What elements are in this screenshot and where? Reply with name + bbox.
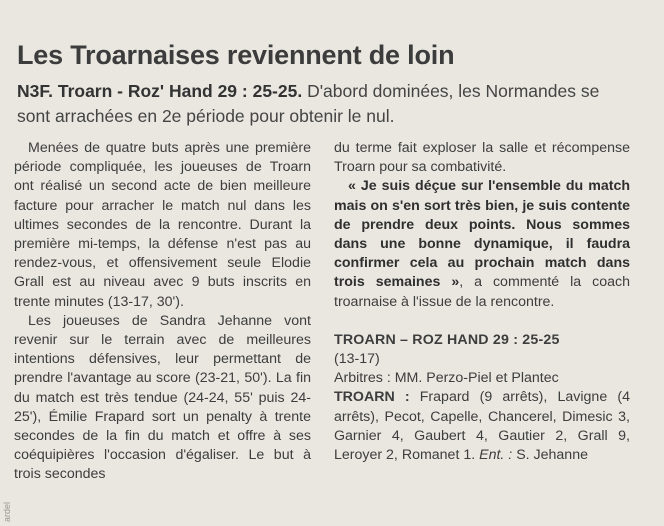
paragraph-continuation: du terme fait exploser la salle et récompense Troarn pour sa combativité. xyxy=(334,140,630,176)
roster-list: Frapard (9 arrêts), Lavigne (4 arrêts), Pecot, Capelle, Chancerel, Dimesic 3, Garnier 4, Gaubert 4, Gautier 2, Grall 9, Leroyer 2, Romanet 1. xyxy=(334,389,630,464)
margin-credit: ardel xyxy=(2,501,12,522)
coach-label: Ent. : xyxy=(479,447,513,464)
coach-quote-attribution: , a commenté la coach troarnaise à l'issue de la rencontre. xyxy=(334,274,630,310)
article-column-left xyxy=(14,139,311,485)
adjacent-article-bleed xyxy=(0,0,664,42)
coach-quote: « Je suis déçue sur l'ensemble du match mais on s'en sort très bien, je suis contente de prendre deux points. Nous sommes dans une bonne dynamique, il faudra confirmer cela au prochain match dans trois semaines » xyxy=(334,178,630,291)
halftime-score: (13-17) xyxy=(334,351,380,368)
coach-name: S. Jehanne xyxy=(512,447,588,464)
coach-quote-paragraph xyxy=(334,177,630,311)
article-lead xyxy=(17,79,607,129)
article-headline: Les Troarnaises reviennent de loin xyxy=(17,40,455,70)
team-roster xyxy=(334,388,630,465)
score-heading: TROARN – ROZ HAND 29 : 25-25 xyxy=(334,331,560,348)
lead-match-result: N3F. Troarn - Roz' Hand 29 : 25-25. xyxy=(17,81,303,101)
lead-summary: D'abord dominées, les Normandes se sont arrachées en 2e période pour obtenir le nul. xyxy=(17,81,600,126)
paragraph-second-half: Les joueuses de Sandra Jehanne vont revenir sur le terrain avec de meilleures intentions défensives, leur permettant de prendre l'avantage au score (23-21, 50'). La fin du match est très tendue (24-24, 55' puis 24-25'), Émilie Frapard sort un penalty à trente secondes de la fin du match et offre à ses coéquipières l'occasion d'égaliser. Le but à trois secondes xyxy=(14,312,311,483)
article-column-right xyxy=(334,139,630,465)
referees-line: Arbitres : MM. Perzo-Piel et Plantec xyxy=(334,370,559,387)
team-label: TROARN : xyxy=(334,389,410,406)
paragraph-first-half: Menées de quatre buts après une première période compliquée, les joueuses de Troarn ont réalisé un second acte de bien meilleure facture pour arracher le match nul dans les ultimes secondes de la rencontre. Durant la première mi-temps, la défense n'est pas au rendez-vous, et offensivement seule Elodie Grall est au niveau avec 9 buts inscrits en trente minutes (13-17, 30'). xyxy=(14,140,311,310)
